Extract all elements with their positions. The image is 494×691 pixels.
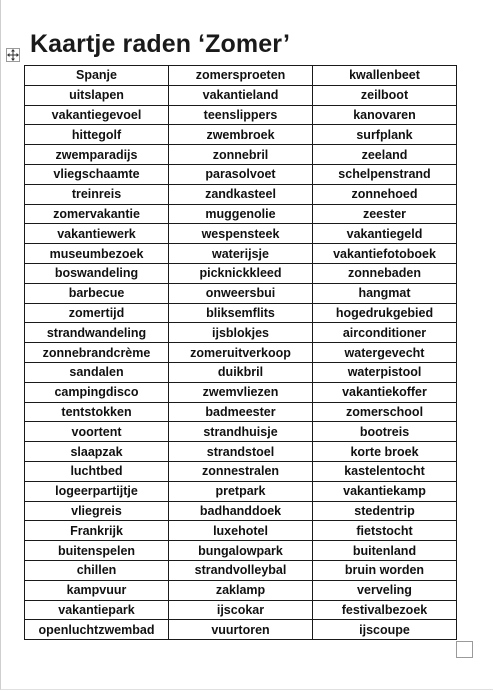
word-cell[interactable]: hangmat <box>313 283 457 303</box>
word-cell[interactable]: openluchtzwembad <box>25 620 169 640</box>
word-cell[interactable]: ijscoupe <box>313 620 457 640</box>
table-row <box>25 442 457 462</box>
word-cell[interactable]: bruin worden <box>313 560 457 580</box>
word-cell[interactable]: chillen <box>25 560 169 580</box>
word-cell[interactable]: strandstoel <box>169 442 313 462</box>
word-cell[interactable]: schelpenstrand <box>313 164 457 184</box>
table-row <box>25 224 457 244</box>
word-cell[interactable]: treinreis <box>25 184 169 204</box>
table-row <box>25 580 457 600</box>
table-row <box>25 461 457 481</box>
word-cell[interactable]: zeester <box>313 204 457 224</box>
word-cell[interactable]: kwallenbeet <box>313 66 457 86</box>
table-row <box>25 244 457 264</box>
word-cell[interactable]: bootreis <box>313 422 457 442</box>
table-row <box>25 125 457 145</box>
word-cell[interactable]: zomerschool <box>313 402 457 422</box>
table-row <box>25 184 457 204</box>
word-cell[interactable]: zomervakantie <box>25 204 169 224</box>
table-row <box>25 343 457 363</box>
word-cell[interactable]: vliegreis <box>25 501 169 521</box>
word-cell[interactable]: vakantiepark <box>25 600 169 620</box>
word-cell[interactable]: bliksemflits <box>169 303 313 323</box>
word-cell[interactable]: zomertijd <box>25 303 169 323</box>
word-cell[interactable]: ijsblokjes <box>169 323 313 343</box>
page-title: Kaartje raden ‘Zomer’ <box>30 30 291 58</box>
word-cell[interactable]: vakantiekoffer <box>313 382 457 402</box>
table-row <box>25 422 457 442</box>
word-cell[interactable]: museumbezoek <box>25 244 169 264</box>
word-cell[interactable]: wespensteek <box>169 224 313 244</box>
table-row <box>25 600 457 620</box>
table-row <box>25 105 457 125</box>
word-cell[interactable]: onweersbui <box>169 283 313 303</box>
word-cell[interactable]: picknickkleed <box>169 263 313 283</box>
table-row <box>25 560 457 580</box>
word-cell[interactable]: buitenspelen <box>25 541 169 561</box>
word-cell[interactable]: zeilboot <box>313 85 457 105</box>
word-cell[interactable]: zwemvliezen <box>169 382 313 402</box>
word-cell[interactable]: zomersproeten <box>169 66 313 86</box>
word-cell[interactable]: kanovaren <box>313 105 457 125</box>
word-cell[interactable]: badhanddoek <box>169 501 313 521</box>
word-cell[interactable]: zonnebril <box>169 145 313 165</box>
word-cell[interactable]: hittegolf <box>25 125 169 145</box>
word-cell[interactable]: buitenland <box>313 541 457 561</box>
word-cell[interactable]: badmeester <box>169 402 313 422</box>
word-cell[interactable]: zandkasteel <box>169 184 313 204</box>
word-cell[interactable]: strandvolleybal <box>169 560 313 580</box>
word-cell[interactable]: strandhuisje <box>169 422 313 442</box>
table-row <box>25 263 457 283</box>
table-row <box>25 164 457 184</box>
word-cell[interactable]: vakantieland <box>169 85 313 105</box>
table-move-handle-icon[interactable] <box>6 48 20 62</box>
word-cell[interactable]: campingdisco <box>25 382 169 402</box>
word-cell[interactable]: bungalowpark <box>169 541 313 561</box>
word-cell[interactable]: teenslippers <box>169 105 313 125</box>
move-arrows-icon <box>7 49 19 61</box>
word-cell[interactable]: verveling <box>313 580 457 600</box>
word-cell[interactable]: korte broek <box>313 442 457 462</box>
word-cell[interactable]: watergevecht <box>313 343 457 363</box>
word-cell[interactable]: stedentrip <box>313 501 457 521</box>
word-cell[interactable]: Frankrijk <box>25 521 169 541</box>
word-cell[interactable]: vakantiefotoboek <box>313 244 457 264</box>
table-row <box>25 85 457 105</box>
word-cell[interactable]: vakantiegevoel <box>25 105 169 125</box>
word-cell[interactable]: luchtbed <box>25 461 169 481</box>
word-cell[interactable]: barbecue <box>25 283 169 303</box>
word-cell[interactable]: duikbril <box>169 362 313 382</box>
table-row <box>25 382 457 402</box>
table-row <box>25 362 457 382</box>
word-cell[interactable]: boswandeling <box>25 263 169 283</box>
word-cell[interactable]: airconditioner <box>313 323 457 343</box>
word-cell[interactable]: slaapzak <box>25 442 169 462</box>
word-cell[interactable]: zwembroek <box>169 125 313 145</box>
table-row <box>25 620 457 640</box>
table-row <box>25 501 457 521</box>
word-cell[interactable]: waterpistool <box>313 362 457 382</box>
word-cell[interactable]: uitslapen <box>25 85 169 105</box>
word-table <box>24 65 457 640</box>
word-cell[interactable]: vakantiewerk <box>25 224 169 244</box>
word-cell[interactable]: vakantiekamp <box>313 481 457 501</box>
table-row <box>25 521 457 541</box>
word-cell[interactable]: muggenolie <box>169 204 313 224</box>
word-cell[interactable]: hogedrukgebied <box>313 303 457 323</box>
word-cell[interactable]: zonnebrandcrème <box>25 343 169 363</box>
word-cell[interactable]: tentstokken <box>25 402 169 422</box>
table-row <box>25 145 457 165</box>
word-cell[interactable]: sandalen <box>25 362 169 382</box>
table-row <box>25 323 457 343</box>
word-cell[interactable]: waterijsje <box>169 244 313 264</box>
word-cell[interactable]: fietstocht <box>313 521 457 541</box>
word-cell[interactable]: kampvuur <box>25 580 169 600</box>
word-cell[interactable]: vakantiegeld <box>313 224 457 244</box>
word-cell[interactable]: vuurtoren <box>169 620 313 640</box>
word-cell[interactable]: zaklamp <box>169 580 313 600</box>
word-cell[interactable]: pretpark <box>169 481 313 501</box>
table-row <box>25 204 457 224</box>
word-cell[interactable]: Spanje <box>25 66 169 86</box>
table-row <box>25 66 457 86</box>
word-cell[interactable]: logeerpartijtje <box>25 481 169 501</box>
table-row <box>25 402 457 422</box>
word-cell[interactable]: ijscokar <box>169 600 313 620</box>
word-cell[interactable]: zwemparadijs <box>25 145 169 165</box>
word-cell[interactable]: zonnestralen <box>169 461 313 481</box>
word-cell[interactable]: zeeland <box>313 145 457 165</box>
word-cell[interactable]: kastelentocht <box>313 461 457 481</box>
table-row <box>25 303 457 323</box>
word-cell[interactable]: zonnehoed <box>313 184 457 204</box>
word-cell[interactable]: vliegschaamte <box>25 164 169 184</box>
table-row <box>25 541 457 561</box>
word-cell[interactable]: zonnebaden <box>313 263 457 283</box>
word-cell[interactable]: parasolvoet <box>169 164 313 184</box>
word-cell[interactable]: strandwandeling <box>25 323 169 343</box>
table-row <box>25 283 457 303</box>
table-row <box>25 481 457 501</box>
word-cell[interactable]: zomeruitverkoop <box>169 343 313 363</box>
word-cell[interactable]: voortent <box>25 422 169 442</box>
word-cell[interactable]: luxehotel <box>169 521 313 541</box>
table-resize-handle-icon[interactable] <box>456 641 473 658</box>
word-cell[interactable]: surfplank <box>313 125 457 145</box>
word-cell[interactable]: festivalbezoek <box>313 600 457 620</box>
